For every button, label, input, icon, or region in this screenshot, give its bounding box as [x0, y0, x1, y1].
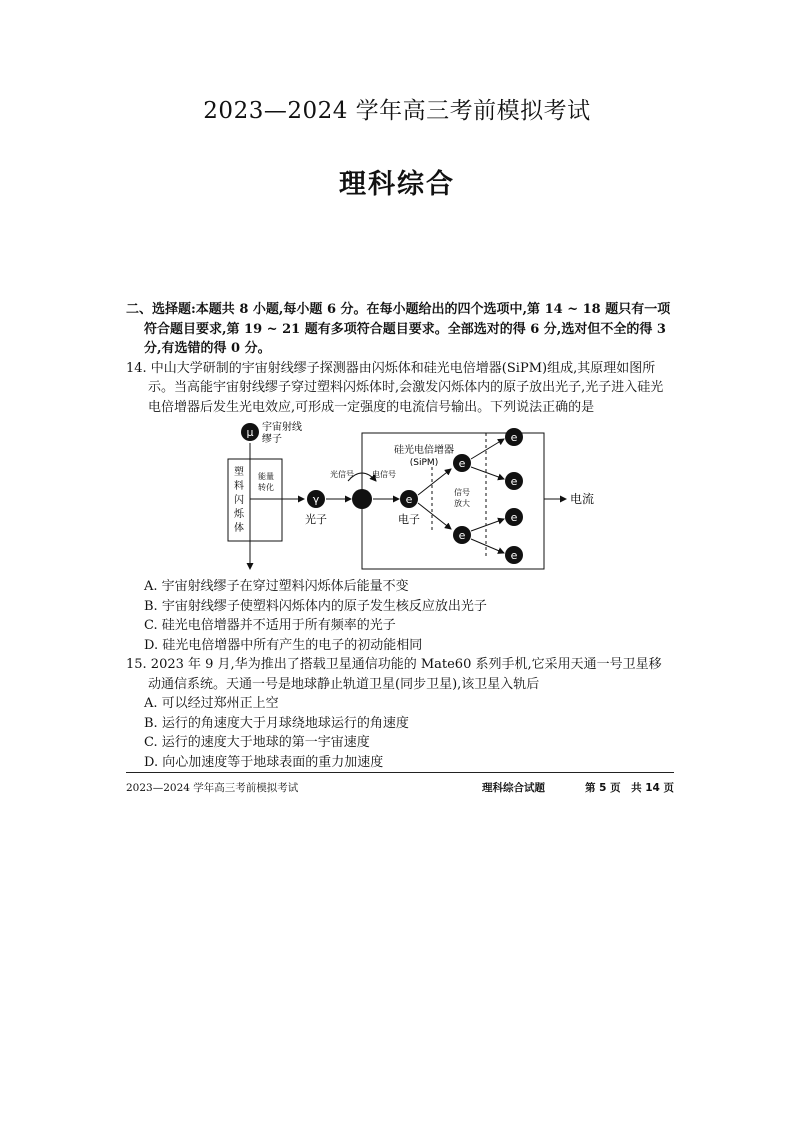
footer-exam-name: 2023—2024 学年高三考前模拟考试 — [126, 782, 299, 794]
scintillator-char-2: 料 — [234, 481, 244, 492]
footer-subject: 理科综合试题 — [482, 782, 545, 794]
scintillator-char-1: 塑 — [234, 467, 244, 478]
amplify-label-1: 信号 — [454, 488, 470, 497]
light-signal-label: 光信号 — [330, 470, 354, 479]
footer-rule — [126, 772, 674, 773]
svg-text:e: e — [510, 549, 518, 562]
option-15-b: B. 运行的角速度大于月球绕地球运行的角速度 — [144, 715, 409, 731]
option-14-a: A. 宇宙射线缪子在穿过塑料闪烁体后能量不变 — [144, 579, 409, 594]
question-15-stem: 15. 2023 年 9 月,华为推出了搭载卫星通信功能的 Mate60 系列手机,它采用天通一号卫星移动通信系统。天通一号是地球静止轨道卫星(同步卫星),该卫星入轨后 — [126, 657, 662, 692]
sipm-abbr: (SiPM) — [409, 458, 439, 468]
energy-label-2: 转化 — [258, 483, 274, 492]
option-15-a: A. 可以经过郑州正上空 — [144, 696, 279, 711]
sipm-diagram — [126, 419, 674, 575]
option-14-c: C. 硅光电倍增器并不适用于所有频率的光子 — [144, 618, 396, 633]
option-14-d: D. 硅光电倍增器中所有产生的电子的初动能相同 — [144, 637, 423, 653]
svg-text:e: e — [510, 475, 518, 488]
svg-text:e: e — [510, 431, 518, 444]
section-intro: 二、选择题:本题共 8 小题,每小题 6 分。在每小题给出的四个选项中,第 14 ~ 18 题只有一项符合题目要求,第 19 ~ 21 题有多项符合题目要求。全部选对的得 6 分,选对但不全的得 3 分,有选错的得 0 分。 — [126, 302, 671, 356]
muon-label-1: 宇宙射线 — [262, 422, 302, 433]
svg-text:e: e — [510, 511, 518, 524]
energy-label-1: 能量 — [258, 472, 274, 481]
option-15-d: D. 向心加速度等于地球表面的重力加速度 — [144, 754, 384, 770]
footer-page-number: 第 5 页 共 14 页 — [584, 782, 674, 794]
scintillator-char-5: 体 — [234, 523, 244, 534]
option-15-c: C. 运行的速度大于地球的第一宇宙速度 — [144, 735, 370, 750]
question-15-options — [126, 694, 674, 772]
current-label: 电流 — [570, 492, 595, 506]
photon-symbol: γ — [312, 493, 320, 506]
scintillator-char-3: 闪 — [234, 495, 244, 506]
amplify-label-2: 放大 — [454, 499, 470, 508]
scintillator-char-4: 烁 — [234, 509, 244, 520]
electric-signal-label: 电信号 — [372, 470, 396, 479]
exam-content — [126, 300, 674, 772]
option-14-b: B. 宇宙射线缪子使塑料闪烁体内的原子发生核反应放出光子 — [144, 598, 487, 614]
photon-label: 光子 — [305, 513, 327, 526]
question-14-stem: 14. 中山大学研制的宇宙射线缪子探测器由闪烁体和硅光电倍增器(SiPM)组成,其原理如图所示。当高能宇宙射线缪子穿过塑料闪烁体时,会激发闪烁体内的原子放出光子,光子进入硅光电倍增器后发生光电效应,可形成一定强度的电流信号输出。下列说法正确的是 — [126, 360, 664, 415]
question-14-options — [126, 577, 674, 655]
exam-title: 2023—2024 学年高三考前模拟考试 — [203, 98, 591, 124]
muon-label-2: 缪子 — [262, 434, 282, 445]
subject-title: 理科综合 — [339, 169, 455, 200]
electron-label: 电子 — [398, 513, 420, 526]
sipm-label: 硅光电倍增器 — [394, 445, 454, 456]
svg-text:e: e — [405, 493, 413, 506]
svg-text:e: e — [458, 529, 466, 542]
sipm-diagram-svg — [126, 419, 674, 575]
svg-text:e: e — [458, 457, 466, 470]
muon-symbol: μ — [246, 426, 254, 439]
photocathode — [352, 489, 372, 509]
